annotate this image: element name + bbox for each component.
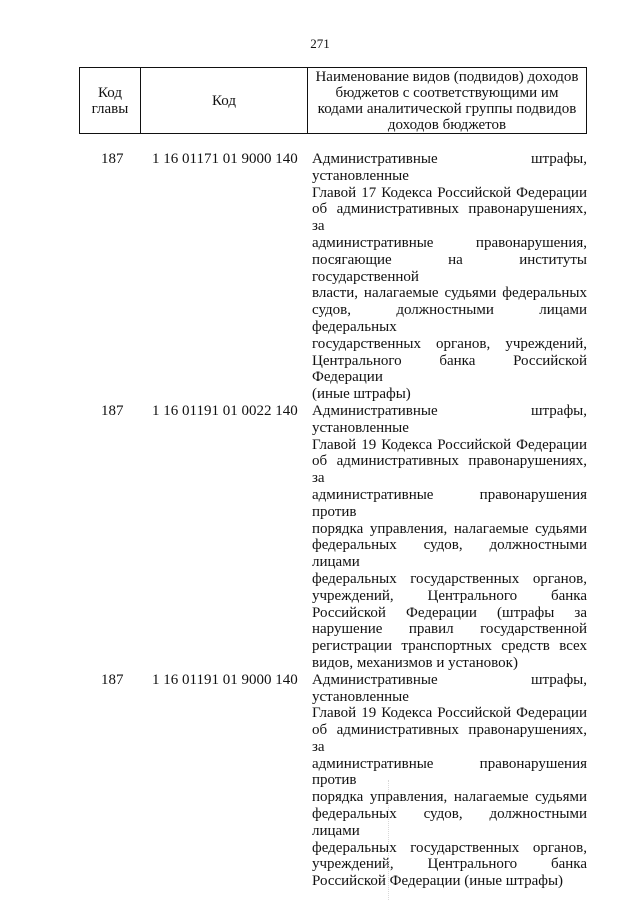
table-body bbox=[0, 151, 640, 890]
description-line: Главой 17 Кодекса Российской Федерации bbox=[312, 184, 587, 201]
description-line: учреждений, Центрального банка bbox=[312, 587, 587, 604]
header-name: Наименование видов (подвидов) доходов бюджетов с соответствующими им кодами аналитической группы подвидов доходов бюджетов bbox=[308, 68, 587, 134]
description-line: Главой 19 Кодекса Российской Федерации bbox=[312, 436, 587, 453]
description-line: судов, должностными лицами федеральных bbox=[312, 302, 587, 335]
scan-artifact bbox=[388, 780, 390, 900]
row-revenue-code: 1 16 01191 01 0022 140 bbox=[152, 402, 298, 419]
page-number: 271 bbox=[310, 36, 330, 51]
description-line: об административных правонарушениях, за bbox=[312, 201, 587, 235]
row-chapter-code: 187 bbox=[101, 671, 124, 688]
description-line: порядка управления, налагаемые судьями bbox=[312, 520, 587, 537]
row-chapter-code: 187 bbox=[101, 151, 124, 167]
description-line: порядка управления, налагаемые судьями bbox=[312, 789, 587, 806]
row-description bbox=[312, 672, 587, 890]
description-line: государственных органов, учреждений, bbox=[312, 335, 587, 352]
row-chapter-code: 187 bbox=[101, 402, 124, 419]
description-line: федеральных государственных органов, bbox=[312, 839, 587, 856]
description-line: Главой 19 Кодекса Российской Федерации bbox=[312, 705, 587, 722]
row-revenue-code: 1 16 01171 01 9000 140 bbox=[152, 151, 298, 167]
description-line: федеральных государственных органов, bbox=[312, 570, 587, 587]
description-line: Административные штрафы, установленные bbox=[312, 151, 587, 184]
header-chapter-code: Код главы bbox=[80, 68, 141, 134]
description-line: посягающие на институты государственной bbox=[312, 251, 587, 285]
description-line: Российской Федерации (штрафы за bbox=[312, 604, 587, 621]
row-description bbox=[312, 151, 587, 403]
description-line: (иные штрафы) bbox=[312, 386, 411, 403]
header-code: Код bbox=[141, 68, 308, 134]
table-header bbox=[79, 67, 587, 134]
description-line: административные правонарушения против bbox=[312, 755, 587, 789]
row-description bbox=[312, 403, 587, 672]
description-line: Административные штрафы, установленные bbox=[312, 402, 587, 436]
table-row bbox=[0, 672, 640, 890]
description-line: регистрации транспортных средств всех bbox=[312, 638, 587, 655]
description-line: власти, налагаемые судьями федеральных bbox=[312, 285, 587, 302]
description-line: административные правонарушения против bbox=[312, 486, 587, 520]
description-line: административные правонарушения, bbox=[312, 234, 587, 251]
description-line: Центрального банка Российской Федерации bbox=[312, 352, 587, 386]
description-line: федеральных судов, должностными лицами bbox=[312, 537, 587, 571]
description-line: нарушение правил государственной bbox=[312, 621, 587, 638]
table-row bbox=[0, 403, 640, 672]
description-line: федеральных судов, должностными лицами bbox=[312, 806, 587, 839]
description-line: Российской Федерации (иные штрафы) bbox=[312, 873, 564, 890]
description-line: учреждений, Центрального банка bbox=[312, 856, 587, 873]
description-line: об административных правонарушениях, за bbox=[312, 722, 587, 755]
description-line: видов, механизмов и установок) bbox=[312, 654, 518, 671]
description-line: об административных правонарушениях, за bbox=[312, 453, 587, 487]
table-row bbox=[0, 151, 640, 403]
row-revenue-code: 1 16 01191 01 9000 140 bbox=[152, 671, 298, 688]
description-line: Административные штрафы, установленные bbox=[312, 671, 587, 705]
